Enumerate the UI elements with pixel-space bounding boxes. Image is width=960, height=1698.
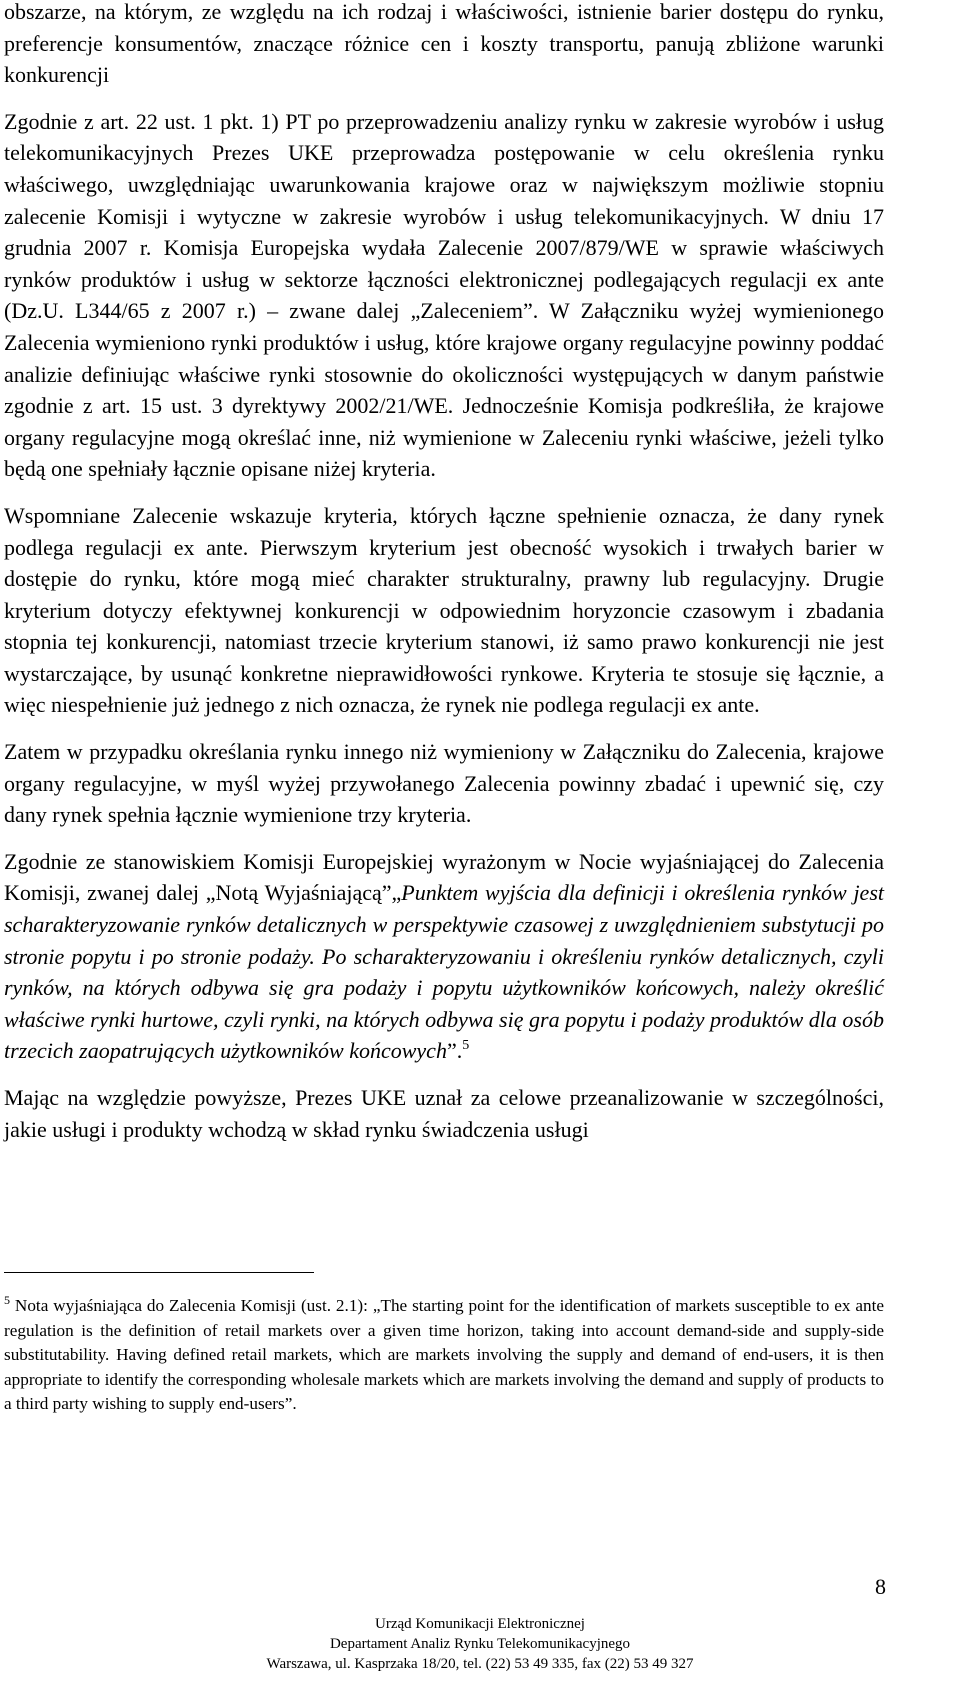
footnote-divider [4,1272,314,1273]
paragraph-3 [4,500,884,721]
footnote-reference[interactable]: 5 [462,1038,470,1054]
paragraph-4-text: Zatem w przypadku określania rynku innego niż wymieniony w Załączniku do Zalecenia, krajowe organy regulacyjne, w myśl wyżej przywołanego Zalecenia powinny zbadać i upewnić się, czy dany rynek spełnia łącznie wymienione trzy kryteria. [4,739,884,828]
paragraph-1 [4,0,884,91]
footnote [4,1294,884,1417]
paragraph-3-text: Wspomniane Zalecenie wskazuje kryteria, których łączne spełnienie oznacza, że dany rynek podlega regulacji ex ante. Pierwszym kryterium jest obecność wysokich i trwałych barier w dostępie do rynku, które mogą mieć charakter strukturalny, prawny lub regulacyjny. Drugie kryterium dotyczy efektywnej konkurencji w odpowiednim horyzoncie czasowym i zbadania stopnia tej konkurencji, natomiast trzecie kryterium stanowi, iż samo prawo konkurencji nie jest wystarczające, by usunąć konkretne nieprawidłowości rynkowe. Kryteria te stosuje się łącznie, a więc niespełnienie już jednego z nich oznacza, że rynek nie podlega regulacji ex ante. [4,502,884,718]
footnote-text: Nota wyjaśniająca do Zalecenia Komisji (ust. 2.1): „The starting point for the identification of markets susceptible to ex ante regulation is the definition of retail markets over a given time horizon, taking into account demand-side and supply-side substitutability. Having defined retail markets, which are markets involving the supply and demand of end-users, it is then appropriate to identify the corresponding wholesale markets which are markets involving the demand and supply of products to a third party wishing to supply end-users”. [4,1296,884,1414]
paragraph-5 [4,846,884,1067]
paragraph-6-text: Mając na względzie powyższe, Prezes UKE uznał za celowe przeanalizowanie w szczególności, jakie usługi i produkty wchodzą w skład rynku świadczenia usługi [4,1085,884,1142]
page-footer [0,1614,960,1674]
paragraph-5-intro: Zgodnie ze stanowiskiem Komisji Europejskiej wyrażonym w Nocie wyjaśniającej do Zalecenia Komisji, zwanej dalej „Notą Wyjaśniającą”„ [4,848,884,906]
paragraph-1-text: obszarze, na którym, ze względu na ich rodzaj i właściwości, istnienie barier dostępu do rynku, preferencje konsumentów, znaczące różnice cen i koszty transportu, panują zbliżone warunki konkurencji [4,0,884,88]
footer-department: Departament Analiz Rynku Telekomunikacyjnego [329,1636,631,1652]
footer-address: Warszawa, ul. Kasprzaka 18/20, tel. (22) 53 49 335, fax (22) 53 49 327 [266,1656,694,1672]
footer-organization: Urząd Komunikacji Elektronicznej [375,1616,585,1632]
paragraph-2 [4,106,884,485]
footnote-number: 5 [4,1293,10,1307]
page-number: 8 [875,1574,886,1599]
body-text [4,0,884,1145]
paragraph-2-text: Zgodnie z art. 22 ust. 1 pkt. 1) PT po przeprowadzeniu analizy rynku w zakresie wyrobów i usług telekomunikacyjnych Prezes UKE przeprowadza postępowanie w celu określenia rynku właściwego, uwzględniając uwarunkowania krajowe oraz w największym możliwie stopniu zalecenie Komisji i wytyczne w zakresie wyrobów i usług telekomunikacyjnych. W dniu 17 grudnia 2007 r. Komisja Europejska wydała Zalecenie 2007/879/WE w sprawie właściwych rynków produktów i usług w sektorze łączności elektronicznej podlegających regulacji ex ante (Dz.U. L344/65 z 2007 r.) – zwane dalej „Zaleceniem”. W Załączniku wyżej wymienionego Zalecenia wymieniono rynki produktów i usług, które krajowe organy regulacyjne powinny poddać analizie definiując właściwe rynki stosownie do okoliczności występujących w danym państwie zgodnie z art. 15 ust. 3 dyrektywy 2002/21/WE. Jednocześnie Komisja podkreśliła, że krajowe organy regulacyjne mogą określać inne, niż wymienione w Zaleceniu rynki właściwe, jeżeli tylko będą one spełniały łącznie opisane niżej kryteria. [4,108,884,482]
paragraph-4 [4,736,884,831]
paragraph-6 [4,1082,884,1145]
paragraph-5-quote: Punktem wyjścia dla definicji i określenia rynków jest scharakteryzowanie rynków detalicznych w perspektywie czasowej z uwzględnieniem substytucji po stronie popytu i po stronie podaży. Po scharakteryzowaniu i określeniu rynków detalicznych, czyli rynków, na których odbywa się gra podaży i popytu użytkowników końcowych, należy określić właściwe rynki hurtowe, czyli rynki, na których odbywa się gra popytu i podaży produktów dla osób trzecich zaopatrujących użytkowników końcowych [4,880,884,1064]
paragraph-5-end: ”. [446,1038,463,1064]
